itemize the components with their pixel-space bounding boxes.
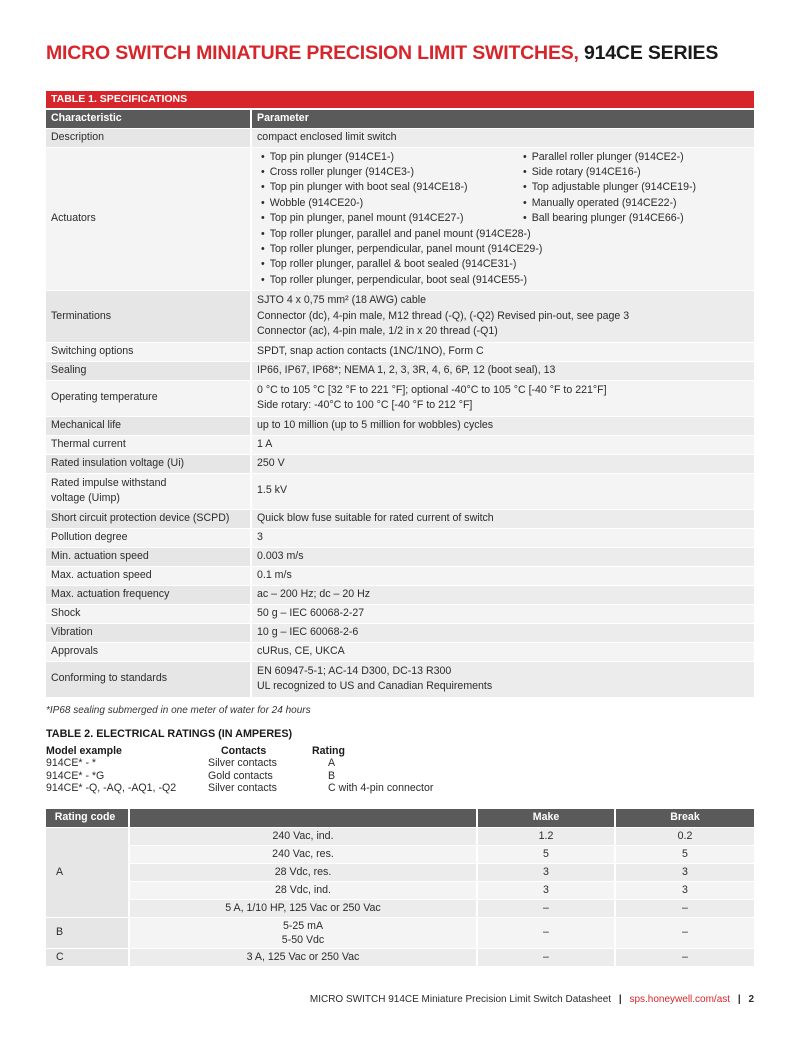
model-header: Model example — [46, 745, 122, 757]
contacts-value: Silver contacts — [208, 782, 277, 795]
header-rating-code: Rating code — [46, 809, 129, 827]
row-label: Conforming to standards — [46, 661, 251, 697]
table-row — [46, 454, 754, 473]
rating-value: B — [328, 769, 336, 782]
row-label: Terminations — [46, 291, 251, 343]
rating-value: C with 4-pin connector — [328, 782, 434, 795]
row-value-line: SJTO 4 x 0,75 mm² (18 AWG) cable — [257, 294, 426, 307]
make-value: – — [477, 899, 615, 917]
break-value: 5 — [615, 845, 754, 863]
footnote: *IP68 sealing submerged in one meter of water for 24 hours — [46, 705, 311, 716]
make-value: 3 — [477, 863, 615, 881]
row-value-line: Connector (dc), 4-pin male, M12 thread (-Q), (-Q2) Revised pin-out, see page 3 — [257, 309, 630, 322]
row-value: cURus, CE, UKCA — [251, 642, 754, 661]
list-item: • Manually operated (914CE22-) — [519, 196, 749, 211]
rating-code: A — [46, 827, 129, 917]
header-characteristic: Characteristic — [46, 110, 251, 128]
table-row — [46, 128, 754, 147]
row-label: Actuators — [46, 147, 251, 291]
footer-document-title: MICRO SWITCH 914CE Miniature Precision Limit Switch Datasheet — [309, 994, 612, 1005]
list-item: • Wobble (914CE20-) — [257, 196, 519, 211]
row-value: 10 g – IEC 60068-2-6 — [251, 623, 754, 642]
row-value: 1 A — [251, 435, 754, 454]
list-item: • Top pin plunger, panel mount (914CE27-) — [257, 211, 519, 226]
table-row — [46, 435, 754, 454]
list-item: • Top roller plunger, parallel and panel mount (914CE28-) — [257, 227, 749, 242]
make-value: – — [477, 917, 615, 948]
table-row-impulse — [46, 473, 754, 509]
list-item: • Parallel roller plunger (914CE2-) — [519, 150, 749, 165]
header-parameter: Parameter — [251, 110, 754, 128]
rating-description-line: 5-25 mA — [282, 919, 324, 932]
table2-caption: TABLE 2. ELECTRICAL RATINGS (IN AMPERES) — [46, 728, 293, 740]
row-label: Max. actuation frequency — [46, 585, 251, 604]
rating-description: 28 Vdc, ind. — [129, 881, 477, 899]
table-row — [46, 623, 754, 642]
rating-description: 5 A, 1/10 HP, 125 Vac or 250 Vac — [129, 899, 477, 917]
list-item: • Side rotary (914CE16-) — [519, 165, 749, 180]
table-row — [46, 604, 754, 623]
list-item — [46, 782, 546, 794]
title-series-name: MICRO SWITCH MINIATURE PRECISION LIMIT SWITCHES, — [46, 42, 579, 64]
table-row — [46, 528, 754, 547]
rating-code: B — [46, 917, 129, 948]
list-item: • Cross roller plunger (914CE3-) — [257, 165, 519, 180]
break-value: 0.2 — [615, 827, 754, 845]
header-make: Make — [477, 809, 615, 827]
row-value: 50 g – IEC 60068-2-27 — [251, 604, 754, 623]
make-value: – — [477, 948, 615, 966]
model-header-row — [46, 745, 546, 757]
break-value: – — [615, 899, 754, 917]
table-row — [46, 361, 754, 380]
table1-caption: TABLE 1. SPECIFICATIONS — [46, 91, 754, 108]
table-row — [46, 509, 754, 528]
list-item: • Top pin plunger with boot seal (914CE18-) — [257, 180, 519, 195]
header-break: Break — [615, 809, 754, 827]
row-value-line: 0 °C to 105 °C [32 °F to 221 °F]; optional -40°C to 105 °C [-40 °F to 221°F] — [257, 383, 607, 396]
row-label: Vibration — [46, 623, 251, 642]
row-value: 0.1 m/s — [251, 566, 754, 585]
row-label: Min. actuation speed — [46, 547, 251, 566]
electrical-ratings-table — [46, 809, 754, 967]
model-code: 914CE* - * — [46, 757, 97, 770]
rating-description: 240 Vac, res. — [129, 845, 477, 863]
specifications-table — [46, 110, 754, 698]
row-label: Pollution degree — [46, 528, 251, 547]
contacts-value: Silver contacts — [208, 757, 277, 770]
row-value: 1.5 kV — [251, 473, 754, 509]
footer-separator: | — [737, 994, 741, 1005]
page-number: 2 — [748, 994, 754, 1005]
row-label: Mechanical life — [46, 416, 251, 435]
table-row — [46, 899, 754, 917]
row-value: 0.003 m/s — [251, 547, 754, 566]
footer-separator: | — [618, 994, 622, 1005]
model-code: 914CE* - *G — [46, 769, 105, 782]
row-value: ac – 200 Hz; dc – 20 Hz — [251, 585, 754, 604]
contacts-header: Contacts — [221, 745, 267, 757]
table-row — [46, 547, 754, 566]
row-label-line: voltage (Uimp) — [51, 492, 120, 505]
rating-code: C — [46, 948, 129, 966]
table-row — [46, 642, 754, 661]
rating-description: 240 Vac, ind. — [129, 827, 477, 845]
break-value: 3 — [615, 863, 754, 881]
row-label: Description — [46, 128, 251, 147]
row-value-line: EN 60947-5-1; AC-14 D300, DC-13 R300 — [257, 664, 452, 677]
table-row — [46, 585, 754, 604]
table-row-terminations — [46, 291, 754, 343]
row-value-line: Connector (ac), 4-pin male, 1/2 in x 20 thread (-Q1) — [257, 325, 498, 338]
list-item: • Top roller plunger, perpendicular, boot seal (914CE55-) — [257, 273, 749, 288]
row-label: Max. actuation speed — [46, 566, 251, 585]
table-row — [46, 827, 754, 845]
row-value: IP66, IP67, IP68*; NEMA 1, 2, 3, 3R, 4, 6, 6P, 12 (boot seal), 13 — [251, 361, 754, 380]
actuators-list — [251, 147, 754, 291]
list-item — [46, 757, 546, 769]
table-row — [46, 416, 754, 435]
table-row — [46, 566, 754, 585]
row-value: 3 — [251, 528, 754, 547]
table-row — [46, 863, 754, 881]
list-item — [46, 770, 546, 782]
contacts-value: Gold contacts — [208, 769, 273, 782]
table-row — [46, 917, 754, 948]
row-label: Thermal current — [46, 435, 251, 454]
row-label: Sealing — [46, 361, 251, 380]
row-label: Short circuit protection device (SCPD) — [46, 509, 251, 528]
row-value-line: UL recognized to US and Canadian Requirements — [257, 680, 493, 693]
table-row — [46, 845, 754, 863]
row-label: Switching options — [46, 342, 251, 361]
break-value: 3 — [615, 881, 754, 899]
rating-description: 3 A, 125 Vac or 250 Vac — [129, 948, 477, 966]
table-row — [46, 881, 754, 899]
make-value: 5 — [477, 845, 615, 863]
footer-website-link[interactable]: sps.honeywell.com/ast — [629, 994, 731, 1005]
model-code: 914CE* -Q, -AQ, -AQ1, -Q2 — [46, 782, 177, 795]
page-footer — [310, 994, 754, 1005]
table-header-row — [46, 809, 754, 827]
header-description — [129, 809, 477, 827]
row-value: SPDT, snap action contacts (1NC/1NO), Form C — [251, 342, 754, 361]
row-label: Rated insulation voltage (Ui) — [46, 454, 251, 473]
row-label: Shock — [46, 604, 251, 623]
rating-description: 28 Vdc, res. — [129, 863, 477, 881]
row-label: Approvals — [46, 642, 251, 661]
row-value-line: Side rotary: -40°C to 100 °C [-40 °F to 212 °F] — [257, 399, 473, 412]
model-example-list — [46, 745, 546, 795]
table-row-standards — [46, 661, 754, 697]
list-item: • Top adjustable plunger (914CE19-) — [519, 180, 749, 195]
list-item: • Top pin plunger (914CE1-) — [257, 150, 519, 165]
rating-description-line: 5-50 Vdc — [281, 933, 325, 946]
row-value: up to 10 million (up to 5 million for wobbles) cycles — [251, 416, 754, 435]
list-item: • Top roller plunger, parallel & boot sealed (914CE31-) — [257, 257, 749, 272]
row-value: 250 V — [251, 454, 754, 473]
row-value: compact enclosed limit switch — [251, 128, 754, 147]
rating-value: A — [328, 757, 336, 770]
table-header-row — [46, 110, 754, 128]
list-item: • Top roller plunger, perpendicular, panel mount (914CE29-) — [257, 242, 749, 257]
table-row-operating-temperature — [46, 380, 754, 416]
row-label: Operating temperature — [46, 380, 251, 416]
table-row-actuators — [46, 147, 754, 291]
list-item: • Ball bearing plunger (914CE66-) — [519, 211, 749, 226]
make-value: 1.2 — [477, 827, 615, 845]
break-value: – — [615, 917, 754, 948]
table-row — [46, 948, 754, 966]
title-series-code: 914CE SERIES — [584, 42, 719, 64]
table-row — [46, 342, 754, 361]
row-label-line: Rated impulse withstand — [51, 476, 167, 489]
page-title — [46, 42, 718, 65]
rating-header: Rating — [312, 745, 345, 757]
break-value: – — [615, 948, 754, 966]
make-value: 3 — [477, 881, 615, 899]
row-value: Quick blow fuse suitable for rated current of switch — [251, 509, 754, 528]
